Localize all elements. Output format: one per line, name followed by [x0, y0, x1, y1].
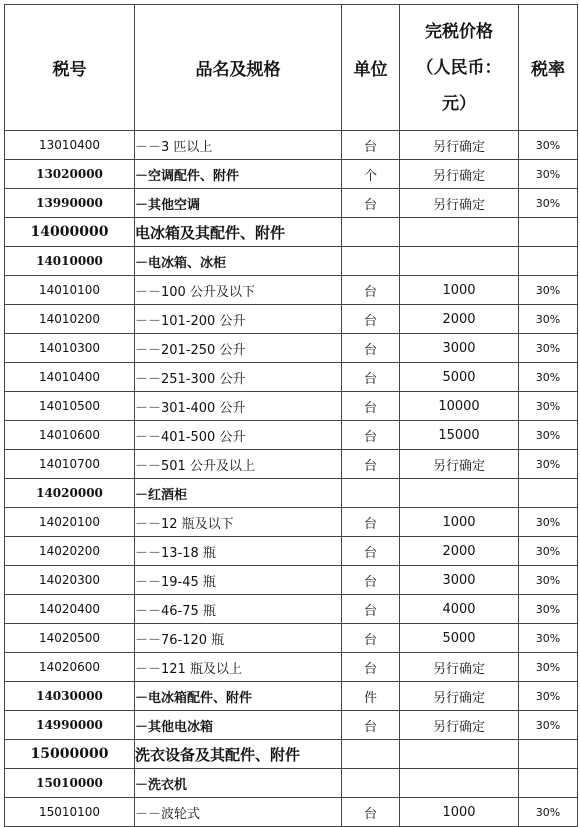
cell-unit: 台 [342, 798, 400, 827]
cell-name: －其他电冰箱 [135, 711, 342, 740]
cell-price: 另行确定 [400, 131, 519, 160]
cell-price: 5000 [400, 624, 519, 653]
table-row [5, 740, 578, 769]
table-row [5, 595, 578, 624]
table-row [5, 247, 578, 276]
cell-unit: 个 [342, 160, 400, 189]
cell-code: 14010100 [5, 276, 135, 305]
cell-name: －－301-400 公升 [135, 392, 342, 421]
table-row [5, 363, 578, 392]
table-row [5, 305, 578, 334]
cell-code: 14010400 [5, 363, 135, 392]
table-row [5, 653, 578, 682]
cell-rate: 30% [519, 798, 578, 827]
cell-rate: 30% [519, 189, 578, 218]
cell-name: －－46-75 瓶 [135, 595, 342, 624]
cell-rate: 30% [519, 160, 578, 189]
cell-name: －－3 匹以上 [135, 131, 342, 160]
cell-price: 2000 [400, 537, 519, 566]
cell-rate: 30% [519, 624, 578, 653]
cell-code: 14010000 [5, 247, 135, 276]
table-body [5, 131, 578, 827]
cell-price: 3000 [400, 334, 519, 363]
cell-rate: 30% [519, 421, 578, 450]
cell-unit [342, 218, 400, 247]
cell-code: 13010400 [5, 131, 135, 160]
cell-price [400, 218, 519, 247]
cell-name: －－76-120 瓶 [135, 624, 342, 653]
cell-code: 14010200 [5, 305, 135, 334]
cell-name: －洗衣机 [135, 769, 342, 798]
cell-name: －红酒柜 [135, 479, 342, 508]
cell-code: 15010000 [5, 769, 135, 798]
cell-price: 1000 [400, 508, 519, 537]
cell-code: 15000000 [5, 740, 135, 769]
cell-name: 电冰箱及其配件、附件 [135, 218, 342, 247]
table-row [5, 450, 578, 479]
cell-name: －－101-200 公升 [135, 305, 342, 334]
cell-unit: 台 [342, 653, 400, 682]
header-price [400, 5, 519, 131]
cell-code: 14990000 [5, 711, 135, 740]
cell-rate: 30% [519, 595, 578, 624]
document-page [4, 4, 578, 827]
cell-unit [342, 769, 400, 798]
table-row [5, 334, 578, 363]
cell-code: 13020000 [5, 160, 135, 189]
cell-name: －空调配件、附件 [135, 160, 342, 189]
table-row [5, 421, 578, 450]
table-row [5, 624, 578, 653]
cell-name: －－251-300 公升 [135, 363, 342, 392]
cell-rate [519, 740, 578, 769]
table-row [5, 479, 578, 508]
cell-unit: 台 [342, 508, 400, 537]
cell-price [400, 740, 519, 769]
cell-rate [519, 769, 578, 798]
cell-code: 14020300 [5, 566, 135, 595]
cell-rate: 30% [519, 305, 578, 334]
cell-unit: 台 [342, 392, 400, 421]
cell-rate: 30% [519, 334, 578, 363]
cell-price: 5000 [400, 363, 519, 392]
table-row [5, 769, 578, 798]
cell-rate [519, 218, 578, 247]
cell-rate: 30% [519, 508, 578, 537]
cell-name: －－19-45 瓶 [135, 566, 342, 595]
cell-rate: 30% [519, 363, 578, 392]
cell-unit: 台 [342, 450, 400, 479]
header-price-line3: 元） [442, 93, 476, 114]
cell-unit: 台 [342, 189, 400, 218]
cell-name: －其他空调 [135, 189, 342, 218]
cell-unit: 台 [342, 305, 400, 334]
table-row [5, 218, 578, 247]
cell-name: －－401-500 公升 [135, 421, 342, 450]
cell-unit [342, 479, 400, 508]
cell-unit: 台 [342, 131, 400, 160]
table-row [5, 160, 578, 189]
cell-unit: 台 [342, 537, 400, 566]
cell-unit: 台 [342, 711, 400, 740]
header-price-line2: （人民币： [416, 57, 502, 78]
cell-unit: 台 [342, 363, 400, 392]
tariff-table [4, 4, 578, 827]
cell-price: 3000 [400, 566, 519, 595]
cell-code: 14010600 [5, 421, 135, 450]
cell-code: 14010500 [5, 392, 135, 421]
cell-code: 14010300 [5, 334, 135, 363]
cell-price [400, 769, 519, 798]
cell-rate: 30% [519, 131, 578, 160]
cell-price: 另行确定 [400, 711, 519, 740]
table-row [5, 798, 578, 827]
cell-name: －－501 公升及以上 [135, 450, 342, 479]
cell-rate [519, 479, 578, 508]
cell-unit: 台 [342, 276, 400, 305]
cell-unit: 台 [342, 566, 400, 595]
cell-rate: 30% [519, 682, 578, 711]
cell-price: 15000 [400, 421, 519, 450]
header-rate: 税率 [519, 5, 578, 131]
cell-price [400, 479, 519, 508]
cell-name: －－121 瓶及以上 [135, 653, 342, 682]
cell-code: 13990000 [5, 189, 135, 218]
cell-name: －－100 公升及以下 [135, 276, 342, 305]
cell-code: 14030000 [5, 682, 135, 711]
table-row [5, 131, 578, 160]
cell-unit: 台 [342, 421, 400, 450]
cell-unit: 台 [342, 624, 400, 653]
header-unit: 单位 [342, 5, 400, 131]
cell-rate: 30% [519, 566, 578, 595]
table-row [5, 566, 578, 595]
cell-price: 另行确定 [400, 189, 519, 218]
cell-price [400, 247, 519, 276]
cell-unit: 台 [342, 334, 400, 363]
cell-code: 14020600 [5, 653, 135, 682]
cell-price: 2000 [400, 305, 519, 334]
table-row [5, 189, 578, 218]
cell-price: 另行确定 [400, 653, 519, 682]
cell-rate [519, 247, 578, 276]
cell-code: 14020400 [5, 595, 135, 624]
cell-price: 1000 [400, 798, 519, 827]
cell-name: －－13-18 瓶 [135, 537, 342, 566]
cell-rate: 30% [519, 537, 578, 566]
header-name: 品名及规格 [135, 5, 342, 131]
cell-price: 4000 [400, 595, 519, 624]
cell-price: 1000 [400, 276, 519, 305]
cell-rate: 30% [519, 653, 578, 682]
cell-name: －－波轮式 [135, 798, 342, 827]
cell-price: 10000 [400, 392, 519, 421]
cell-unit: 件 [342, 682, 400, 711]
cell-price: 另行确定 [400, 450, 519, 479]
table-header [5, 5, 578, 131]
table-row [5, 392, 578, 421]
cell-name: －－12 瓶及以下 [135, 508, 342, 537]
cell-name: 洗衣设备及其配件、附件 [135, 740, 342, 769]
cell-unit [342, 740, 400, 769]
cell-code: 14010700 [5, 450, 135, 479]
table-row [5, 508, 578, 537]
cell-rate: 30% [519, 276, 578, 305]
cell-price: 另行确定 [400, 682, 519, 711]
cell-unit: 台 [342, 595, 400, 624]
cell-rate: 30% [519, 450, 578, 479]
cell-code: 14020000 [5, 479, 135, 508]
cell-name: －－201-250 公升 [135, 334, 342, 363]
cell-code: 14020500 [5, 624, 135, 653]
cell-code: 15010100 [5, 798, 135, 827]
cell-rate: 30% [519, 392, 578, 421]
table-row [5, 682, 578, 711]
cell-code: 14000000 [5, 218, 135, 247]
header-price-line1: 完税价格 [425, 21, 493, 42]
cell-code: 14020100 [5, 508, 135, 537]
cell-price: 另行确定 [400, 160, 519, 189]
cell-rate: 30% [519, 711, 578, 740]
table-row [5, 276, 578, 305]
table-row [5, 711, 578, 740]
cell-code: 14020200 [5, 537, 135, 566]
header-code: 税号 [5, 5, 135, 131]
header-row [5, 5, 578, 131]
cell-name: －电冰箱配件、附件 [135, 682, 342, 711]
table-row [5, 537, 578, 566]
cell-unit [342, 247, 400, 276]
cell-name: －电冰箱、冰柜 [135, 247, 342, 276]
